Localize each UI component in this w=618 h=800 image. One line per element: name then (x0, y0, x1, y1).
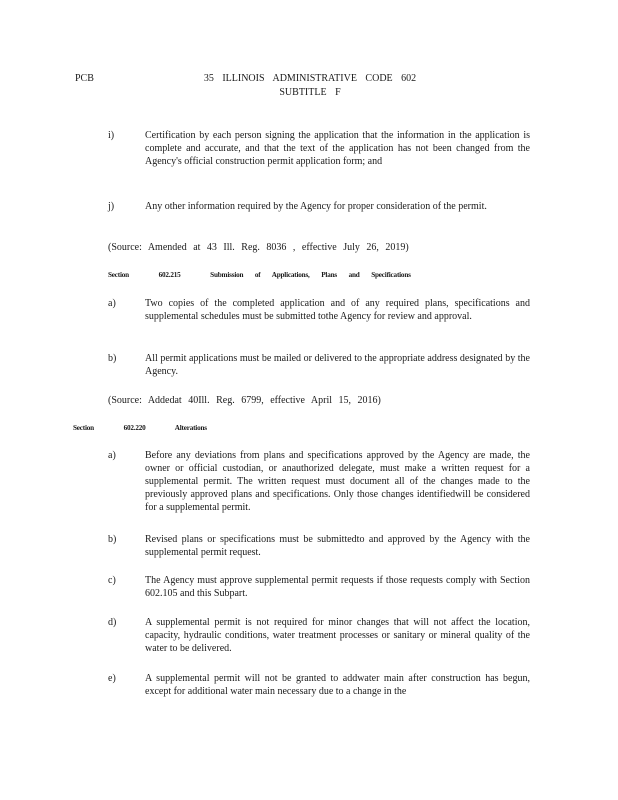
item-label: i) (108, 130, 115, 141)
item-text: Two copies of the completed application and of any required plans, specifications and supplemental schedules must be submitted tothe Agency for review and approval. (145, 298, 530, 322)
section-number: 602.215 (158, 271, 181, 279)
section-word: Section (73, 424, 94, 432)
section-title: Submission of Applications, Plans and Specifications (210, 271, 411, 279)
section-number: 602.220 (123, 424, 146, 432)
source-note: (Source: Amended at 43 Ill. Reg. 8036 , effective July 26, 2019) (108, 242, 409, 253)
item-label: b) (108, 534, 117, 545)
item-text: Revised plans or specifications must be submittedto and approved by the Agency with the supplemental permit request. (145, 534, 530, 558)
item-text: Any other information required by the Agency for proper consideration of the permit. (145, 201, 487, 212)
item-label: a) (108, 450, 116, 461)
section-title: Alterations (174, 424, 207, 432)
item-label: a) (108, 298, 116, 309)
item-label: c) (108, 575, 116, 586)
item-text: The Agency must approve supplemental permit requests if those requests comply with Section 602.105 and this Subpart. (145, 575, 530, 599)
header-line2: SUBTITLE F (279, 87, 341, 98)
item-label: b) (108, 353, 117, 364)
item-label: d) (108, 617, 117, 628)
item-label: e) (108, 673, 116, 684)
section-word: Section (108, 271, 129, 279)
item-text: A supplemental permit will not be granted to addwater main after construction has begun, except for additional water main necessary due to a change in the (145, 673, 530, 697)
header-center (180, 72, 440, 100)
item-text: Before any deviations from plans and specifications approved by the Agency are made, the owner or official custodian, or anauthorized delegate, must make a written request for a supplemental permit. The written request must document all of the changes made to the previously approved plans and specifications. Only those changes identifiedwill be considered for a supplemental permit. (145, 450, 530, 513)
header-left: PCB (75, 73, 94, 84)
item-text: Certification by each person signing the application that the information in the application is complete and accurate, and that the text of the application has not been changed from the Agency's official construction permit application form; and (145, 130, 530, 167)
header-line1: 35 ILLINOIS ADMINISTRATIVE CODE 602 (203, 73, 417, 84)
item-text: A supplemental permit is not required for minor changes that will not affect the location, capacity, hydraulic conditions, water treatment processes or sanitary or mineral quality of the water to be delivered. (145, 617, 530, 654)
item-text: All permit applications must be mailed or delivered to the appropriate address designated by the Agency. (145, 353, 530, 377)
source-note: (Source: Addedat 40Ill. Reg. 6799, effective April 15, 2016) (108, 395, 381, 406)
section-heading-215 (108, 269, 429, 282)
section-heading-220 (73, 422, 225, 435)
item-label: j) (108, 201, 115, 212)
